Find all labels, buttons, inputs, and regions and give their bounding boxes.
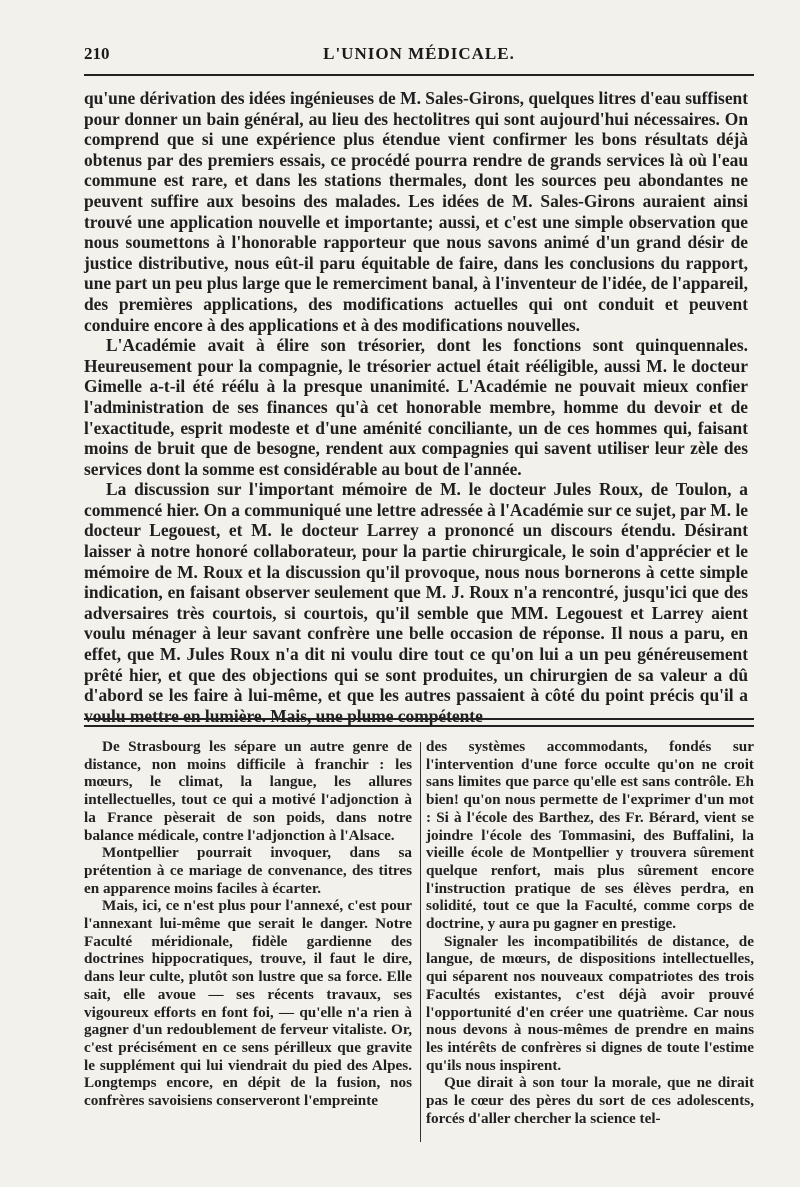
feuilleton-paragraph: De Strasbourg les sépare un autre genre de distance, non moins difficile à franchir : les mœurs, le climat, la langue, les allures intellectuelles, tout ce qui a motivé l'adjonction à la France pèserait de son poids, dans notre balance médicale, contre l'adjonction à l'Alsace.	[84, 738, 412, 844]
feuilleton-paragraph: Mais, ici, ce n'est plus pour l'annexé, c'est pour l'annexant lui-même que serait le danger. Notre Faculté méridionale, fidèle gardienne des doctrines hippocratiques, trouve, il faut le dire, dans leur culte, plutôt son lustre que sa force. Elle sait, elle avoue — ses récents travaux, ses vigoureux efforts en font foi, — qu'elle n'a rien à gagner d'un redoublement de ferveur vitaliste. Or, c'est précisément en ce sens périlleux que gravite le supplément qui lui viendrait du pied des Alpes. Longtemps encore, en dépit de la fusion, nos confrères savoisiens conserveront l'empreinte	[84, 897, 412, 1110]
page-header	[84, 44, 754, 68]
feuilleton-left-column	[84, 738, 412, 1110]
feuilleton-divider-rule	[84, 718, 754, 727]
article-paragraph: L'Académie avait à élire son trésorier, dont les fonctions sont quinquennales. Heureusement pour la compagnie, le trésorier actuel était rééligible, aussi M. le docteur Gimelle a-t-il été réélu à la presque unanimité. L'Académie ne pouvait mieux confier l'administration de ses finances qu'à cet honorable membre, homme du devoir et de l'exactitude, esprit modeste et d'une aménité conciliante, un de ces hommes qui, faisant moins de bruit que de besogne, rendent aux compagnies qui savent utiliser leur zèle des services dont la somme est considérable au bout de l'année.	[84, 335, 748, 479]
feuilleton-paragraph: Signaler les incompatibilités de distance, de langue, de mœurs, de dispositions intellectuelles, qui séparent nos nouveaux compatriotes des trois Facultés existantes, c'est déjà avoir prouvé l'opportunité d'en créer une quatrième. Car nous nous devons à nous-mêmes de prendre en mains les intérêts de confrères si dignes de toute l'estime qu'ils nous inspirent.	[426, 932, 754, 1074]
main-article	[84, 88, 748, 726]
article-paragraph: qu'une dérivation des idées ingénieuses de M. Sales-Girons, quelques litres d'eau suffisent pour donner un bain général, au lieu des hectolitres qui sont aujourd'hui nécessaires. On comprend que si une expérience plus étendue vient confirmer les bons résultats déjà obtenus par des premiers essais, ce procédé pourra rendre de grands services là où l'eau commune est rare, et dans les stations thermales, dont les sources peu abondantes ne peuvent suffire aux besoins des malades. Les idées de M. Sales-Girons auraient ainsi trouvé une application nouvelle et importante; aussi, et c'est une simple observation que nous soumettons à l'honorable rapporteur que nous savons animé d'un grand désir de justice distributive, nous eût-il paru équitable de faire, dans les conclusions du rapport, une part un peu plus large que le remerciment banal, à l'inventeur de l'idée, de l'appareil, des premières applications, des modifications actuelles qui ont conduit et peuvent conduire encore à des applications et à des modifications nouvelles.	[84, 88, 748, 335]
article-paragraph: La discussion sur l'important mémoire de M. le docteur Jules Roux, de Toulon, a commencé hier. On a communiqué une lettre adressée à l'Académie sur ce sujet, par M. le docteur Legouest, et M. le docteur Larrey a prononcé un discours étendu. Désirant laisser à notre honoré collaborateur, pour la partie chirurgicale, le soin d'apprécier et le mémoire de M. Roux et la discussion qu'il provoque, nous nous bornerons à cette simple indication, en faisant observer seulement que M. J. Roux n'a rencontré, jusqu'ici que des adversaires très courtois, si courtois, qu'il semble que MM. Legouest et Larrey aient voulu ménager à leur savant confrère une belle occasion de réponse. Il nous a paru, en effet, que M. Jules Roux n'a dit ni voulu dire tout ce qu'on lui a un peu généreusement prêté hier, et que des objections qui se sont produites, un chirurgien de sa valeur a dû d'abord se les faire à lui-même, et que les autres passaient à côté du point précis qu'il a voulu mettre en lumière. Mais, une plume compétente	[84, 479, 748, 726]
feuilleton-paragraph: Que dirait à son tour la morale, que ne dirait pas le cœur des pères du sort de ces adolescents, forcés d'aller chercher la science tel-	[426, 1074, 754, 1127]
feuilleton-right-column	[426, 738, 754, 1127]
feuilleton-section	[84, 738, 754, 1158]
feuilleton-paragraph: Montpellier pourrait invoquer, dans sa prétention à ce mariage de convenance, des titres en apparence moins faciles à écarter.	[84, 844, 412, 897]
page-number: 210	[84, 44, 110, 63]
feuilleton-paragraph: des systèmes accommodants, fondés sur l'intervention d'une force occulte qu'on ne croit sans limites que parce qu'elle est sans contrôle. Eh bien! qu'on nous permette de l'exprimer d'un mot : Si à l'école des Barthez, des Fr. Bérard, vient se joindre l'école des Tommasini, des Buffalini, la vieille école de Montpellier y trouvera sûrement quelque renfort, mais plus sûrement encore l'instruction pratique de ses élèves perdra, en solidité, tout ce que la Faculté, comme corps de doctrine, y aura pu gagner en prestige.	[426, 738, 754, 933]
header-rule	[84, 74, 754, 76]
column-divider	[420, 742, 421, 1142]
journal-title: L'UNION MÉDICALE.	[323, 44, 515, 63]
